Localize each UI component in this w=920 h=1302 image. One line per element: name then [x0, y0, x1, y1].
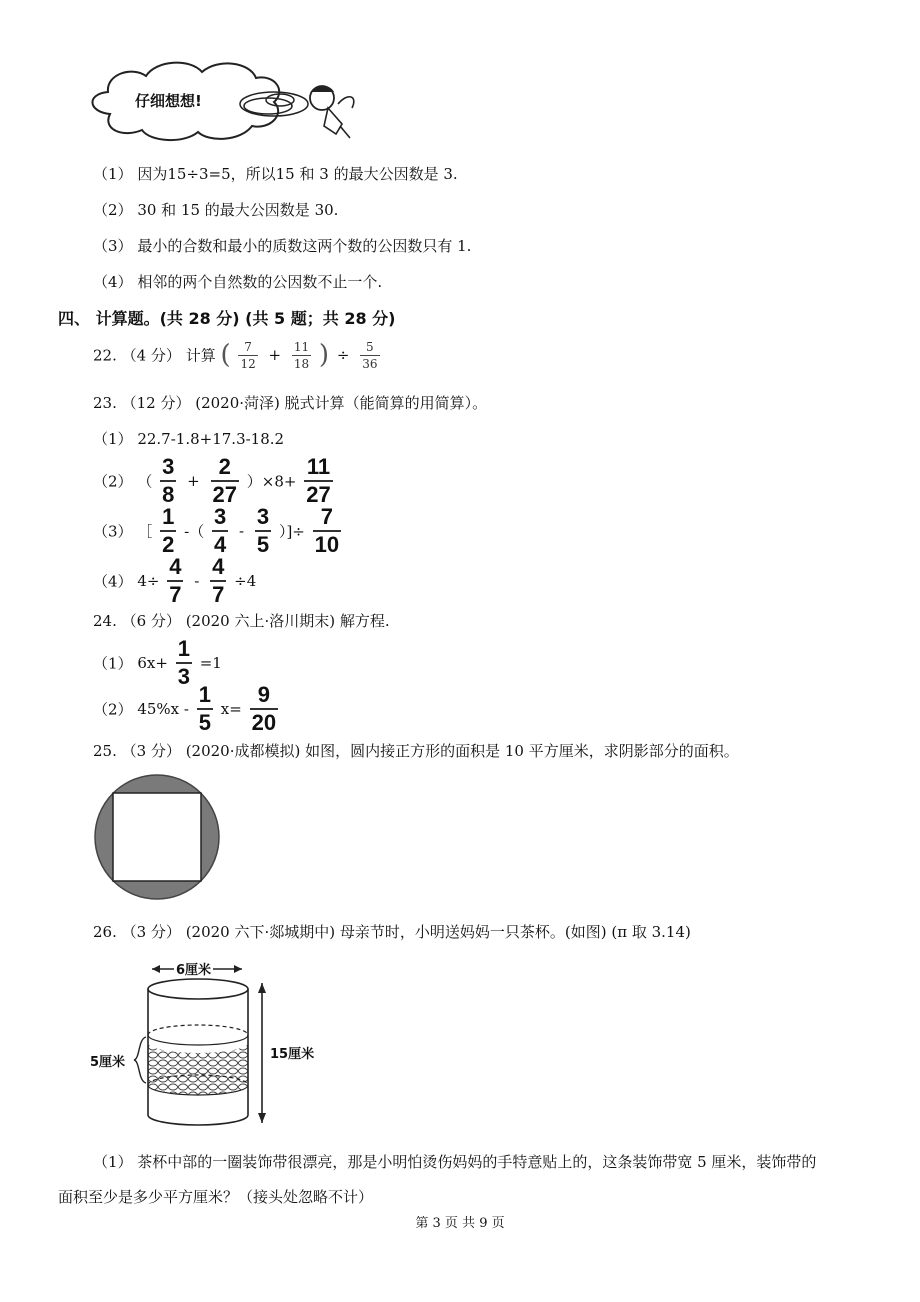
circle-square-svg	[92, 772, 222, 902]
fraction: $\frac{3}{5}$	[256, 504, 270, 557]
cup-right-label: 15厘米	[270, 1047, 315, 1062]
cloud-svg	[80, 52, 380, 152]
question-23-part-3: （3） ［ $\frac{1}{2}$ -（ $\frac{3}{4}$ - $\frac{3}{5}$ ）]÷ $\frac{7}{10}$	[93, 504, 340, 557]
fraction: $\frac{3}{4}$	[214, 504, 227, 557]
question-24-part-1: （1） 6x+ $\frac{1}{3}$ =1	[93, 636, 222, 689]
operator: +	[268, 346, 282, 364]
item-number: （2）	[93, 201, 133, 219]
think-item-2	[93, 199, 338, 220]
fraction: $\frac{7}{10}$	[314, 504, 340, 557]
expression: 22.7-1.8+17.3-18.2	[137, 430, 285, 448]
question-23-part-2: （2） （ $\frac{3}{8}$ + $\frac{2}{27}$ ）×8+ $\frac{11}{27}$	[93, 454, 331, 507]
think-item-4	[93, 271, 382, 292]
think-item-3	[93, 235, 471, 256]
question-26-part-1-line-1: （1） 茶杯中部的一圈装饰带很漂亮，那是小明怕烫伤妈妈的手特意贴上的，这条装饰带宽 5 厘米，装饰带的	[93, 1153, 817, 1171]
think-item-1	[93, 163, 458, 184]
fraction: $\frac{2}{27}$	[212, 454, 237, 507]
operator: ÷	[336, 346, 350, 364]
question-24-header: 24. （6 分） (2020 六上·洛川期末) 解方程.	[93, 612, 390, 630]
question-26-header: 26. （3 分） (2020 六下·郯城期中) 母亲节时，小明送妈妈一只茶杯。(如图) (π 取 3.14)	[93, 923, 691, 941]
question-24-part-2: （2） 45%x - $\frac{1}{5}$ x= $\frac{9}{20}$	[93, 682, 277, 735]
left-paren: (	[220, 340, 231, 370]
cloud-text: 仔细想想!	[135, 92, 202, 110]
item-text: 30 和 15 的最大公因数是 30.	[137, 201, 339, 219]
fraction: $\frac{1}{2}$	[162, 504, 175, 557]
fraction: $\frac{1}{5}$	[198, 682, 211, 735]
cup-top-label: 6厘米	[174, 959, 213, 978]
question-label: 22. （4 分） 计算	[93, 346, 216, 365]
circle-square-figure	[92, 772, 222, 902]
cloud-illustration	[80, 52, 380, 152]
question-25-header: 25. （3 分） (2020·成都模拟) 如图，圆内接正方形的面积是 10 平方厘米，求阴影部分的面积。	[93, 742, 739, 760]
item-text: 因为15÷3=5，所以15 和 3 的最大公因数是 3.	[137, 165, 458, 183]
cup-figure	[88, 955, 328, 1135]
fraction: $\frac{9}{20}$	[251, 682, 277, 735]
fraction: $\frac{7}{12}$	[240, 339, 256, 371]
fraction: $\frac{3}{8}$	[162, 454, 175, 507]
page-footer: 第 3 页 共 9 页	[415, 1216, 505, 1231]
question-23-part-1: （1） 22.7-1.8+17.3-18.2	[93, 430, 285, 448]
fraction: $\frac{1}{3}$	[177, 636, 190, 689]
item-number: （3）	[93, 237, 133, 255]
item-number: （4）	[93, 273, 133, 291]
fraction: $\frac{5}{36}$	[362, 339, 378, 371]
item-text: 最小的合数和最小的质数这两个数的公因数只有 1.	[137, 237, 472, 255]
right-paren: )	[318, 340, 330, 370]
section-title: 四、 计算题。(共 28 分) (共 5 题；共 28 分)	[58, 309, 396, 328]
question-23-part-4: （4） 4÷ $\frac{4}{7}$ - $\frac{4}{7}$ ÷4	[93, 554, 257, 607]
question-23-header: 23. （12 分） (2020·菏泽) 脱式计算（能简算的用简算）。	[93, 394, 488, 412]
fraction: $\frac{4}{7}$	[169, 554, 182, 607]
fraction: $\frac{11}{27}$	[306, 454, 331, 507]
fraction: $\frac{11}{18}$	[293, 339, 310, 371]
cup-left-label: 5厘米	[90, 1055, 126, 1070]
item-number: （1）	[93, 165, 133, 183]
question-26-part-1-line-2: 面积至少是多少平方厘米？（接头处忽略不计）	[58, 1188, 374, 1206]
item-text: 相邻的两个自然数的公因数不止一个.	[137, 273, 383, 291]
question-22	[93, 340, 383, 370]
fraction: $\frac{4}{7}$	[212, 554, 225, 607]
